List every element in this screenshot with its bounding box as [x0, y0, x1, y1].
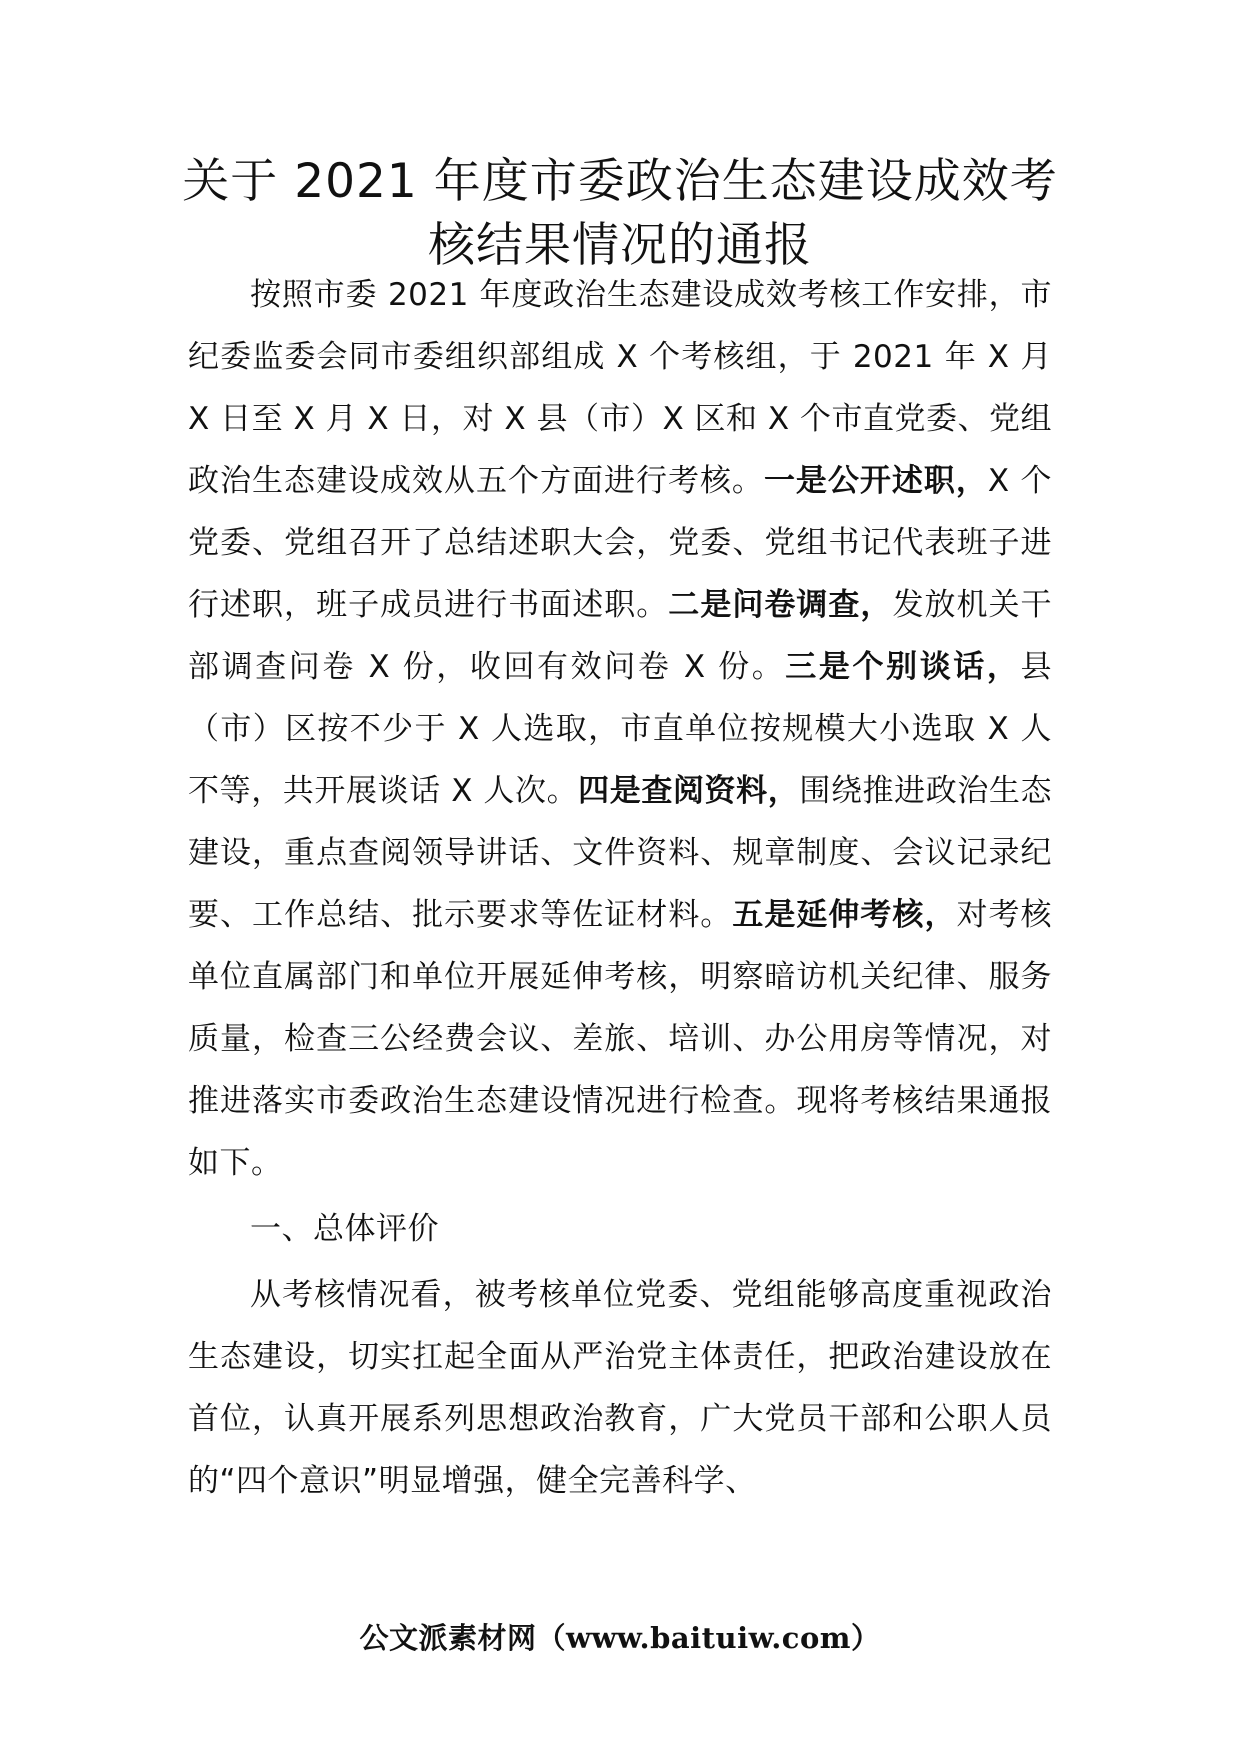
- point-5-label: 五是延伸考核，: [732, 897, 957, 933]
- point-5-text: 对考核单位直属部门和单位开展延伸考核，明察暗访机关纪律、服务质量，检查三公经费会议、差旅、培训、办公用房等情况，对推进落实市委政治生态建设情况进行检查。现将考核结果通报如下。: [188, 897, 1053, 1181]
- intro-paragraph: [188, 264, 1052, 1194]
- title-line-2: 核结果情况的通报: [428, 218, 812, 273]
- title-line-1: 关于 2021 年度市委政治生态建设成效考: [182, 154, 1058, 209]
- footer-watermark: 公文派素材网（www.baituiw.com）: [359, 1621, 881, 1655]
- point-3-text: 县（市）区按不少于 X 人选取，市直单位按规模大小选取 X 人不等，共开展谈话 X 人次。: [188, 649, 1052, 809]
- intro-text: 按照市委 2021 年度政治生态建设成效考核工作安排，市纪委监委会同市委组织部组成 X 个考核组，于 2021 年 X 月 X 日至 X 月 X 日，对 X 县（市）X 区和 X 个市直党委、党组政治生态建设成效从五个方面进行考核。: [188, 277, 1052, 499]
- point-3-label: 三是个别谈话，: [785, 649, 1021, 685]
- point-4-text: 围绕推进政治生态建设，重点查阅领导讲话、文件资料、规章制度、会议记录纪要、工作总结、批示要求等佐证材料。: [188, 773, 1053, 933]
- point-2-label: 二是问卷调查，: [668, 587, 893, 623]
- point-4-label: 四是查阅资料，: [578, 773, 800, 809]
- section-heading: 一、总体评价: [250, 1211, 439, 1247]
- point-2-text: 发放机关干部调查问卷 X 份，收回有效问卷 X 份。: [188, 587, 1053, 685]
- point-1-label: 一是公开述职，: [763, 463, 988, 499]
- section-paragraph: 从考核情况看，被考核单位党委、党组能够高度重视政治生态建设，切实扛起全面从严治党主体责任，把政治建设放在首位，认真开展系列思想政治教育，广大党员干部和公职人员的“四个意识”明显增强，健全完善科学、: [188, 1277, 1052, 1499]
- document-title: [170, 150, 1070, 278]
- point-1-text: X 个党委、党组召开了总结述职大会，党委、党组书记代表班子进行述职，班子成员进行书面述职。: [188, 463, 1053, 623]
- document-body: [188, 264, 1052, 1512]
